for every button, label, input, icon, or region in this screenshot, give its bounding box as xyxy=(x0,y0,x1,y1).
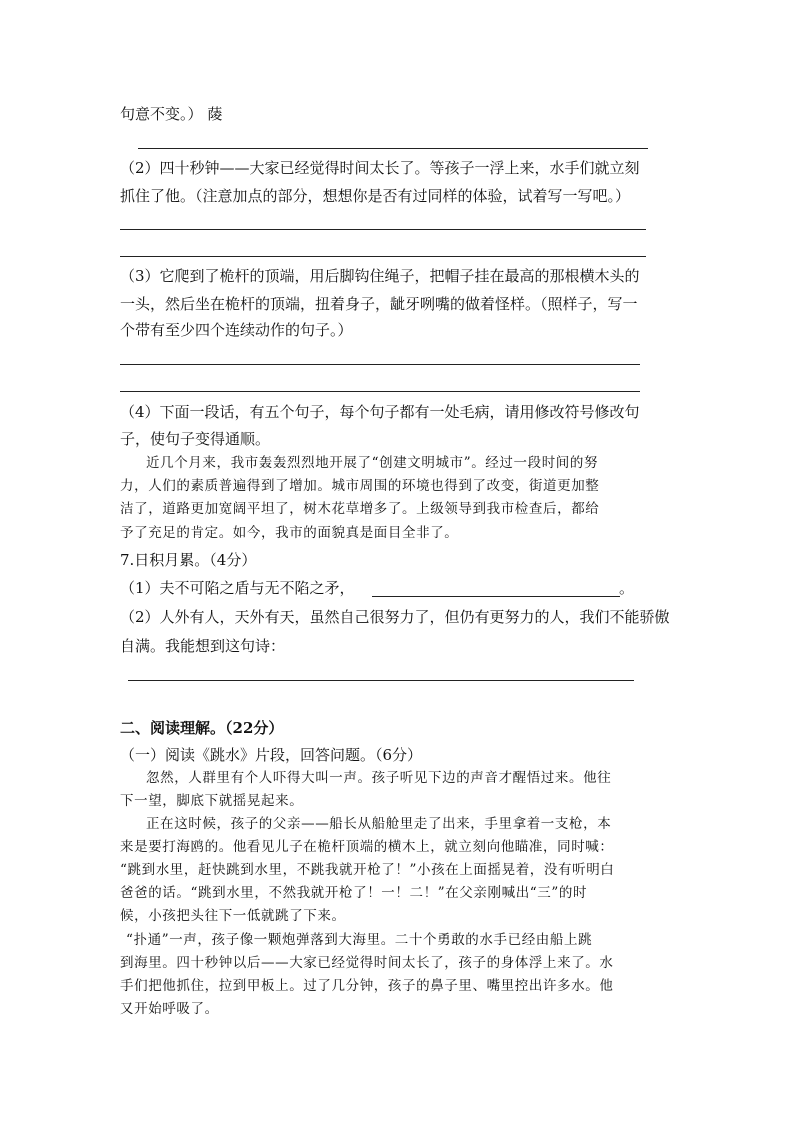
passage-line: 下一望，脚底下就摇晃起来。 xyxy=(120,793,304,809)
passage-line: “跳到水里，赶快跳到水里，不跳我就开枪了！”小孩在上面摇晃着，没有听明白 xyxy=(120,862,615,878)
answer-line[interactable] xyxy=(138,148,648,149)
section2-title: 二、阅读理解。（22分） xyxy=(120,719,284,737)
q6-2-line2: 抓住了他。（注意加点的部分，想想你是否有过同样的体验，试着写一写吧。） xyxy=(120,187,631,205)
q6-3-line2: 一头，然后坐在桅杆的顶端，扭着身子，龇牙咧嘴的做着怪样。（照样子，写一 xyxy=(120,295,638,313)
passage-line: “扑通”一声，孩子像一颗炮弹落到大海里。二十个勇敢的水手已经由船上跳 xyxy=(126,932,593,948)
passage-line: 力，人们的素质普遍得到了增加。城市周围的环境也得到了改变，街道更加整 xyxy=(120,478,600,494)
passage-line: 来是要打海鸥的。他看见儿子在桅杆顶端的横木上，就立刻向他瞄准，同时喊： xyxy=(120,839,614,855)
answer-line[interactable] xyxy=(372,596,620,597)
q7-item2-line1: （2）人外有人，天外有天，虽然自己很努力了，但仍有更努力的人，我们不能骄傲 xyxy=(120,608,670,626)
q7-title: 7.日积月累。（4分） xyxy=(120,551,257,569)
answer-line[interactable] xyxy=(120,256,646,257)
passage-line: 爸爸的话。“跳到水里，不然我就开枪了！一！二！”在父亲刚喊出“三”的时 xyxy=(120,885,588,901)
q7-item1-text: （1）夫不可陷之盾与无不陷之矛， xyxy=(120,579,355,597)
q6-1-tail-text: 句意不变。） 䔖 xyxy=(120,105,223,123)
passage-line: 手们把他抓住，拉到甲板上。过了几分钟，孩子的鼻子里、嘴里控出许多水。他 xyxy=(120,978,614,994)
answer-line[interactable] xyxy=(120,391,640,392)
passage-line: 近几个月来，我市轰轰烈烈地开展了“创建文明城市”。经过一段时间的努 xyxy=(146,455,599,471)
answer-line[interactable] xyxy=(120,229,646,230)
q6-3-line3: 个带有至少四个连续动作的句子。） xyxy=(120,321,353,339)
q7-item1-end: 。 xyxy=(619,579,635,597)
q7-item2-line2: 自满。我能想到这句诗： xyxy=(120,637,286,655)
passage-line: 候，小孩把头往下一低就跳了下来。 xyxy=(120,908,346,924)
section2-part1-title: （一）阅读《跳水》片段，回答问题。（6分） xyxy=(120,746,423,764)
passage-line: 到海里。四十秒钟以后——大家已经觉得时间太长了，孩子的身体浮上来了。水 xyxy=(120,955,614,971)
answer-line[interactable] xyxy=(120,364,640,365)
q6-3-line1: （3）它爬到了桅杆的顶端，用后脚钩住绳子，把帽子挂在最高的那根横木头的 xyxy=(120,267,640,285)
q6-4-line2: 子，使句子变得通顺。 xyxy=(120,430,271,448)
passage-line: 又开始呼吸了。 xyxy=(120,1001,219,1017)
q6-2-line1: （2）四十秒钟——大家已经觉得时间太长了。等孩子一浮上来，水手们就立刻 xyxy=(120,159,640,177)
passage-line: 予了充足的肯定。如今，我市的面貌真是面目全非了。 xyxy=(120,525,459,541)
passage-line: 正在这时候，孩子的父亲——船长从船舱里走了出来，手里拿着一支枪，本 xyxy=(146,816,612,832)
answer-line[interactable] xyxy=(128,680,634,681)
passage-line: 洁了，道路更加宽阔平坦了，树木花草增多了。上级领导到我市检查后，都给 xyxy=(120,501,600,517)
passage-line: 忽然，人群里有个人吓得大叫一声。孩子听见下边的声音才醒悟过来。他往 xyxy=(146,770,612,786)
q6-4-line1: （4）下面一段话，有五个句子，每个句子都有一处毛病，请用修改符号修改句 xyxy=(120,403,640,421)
